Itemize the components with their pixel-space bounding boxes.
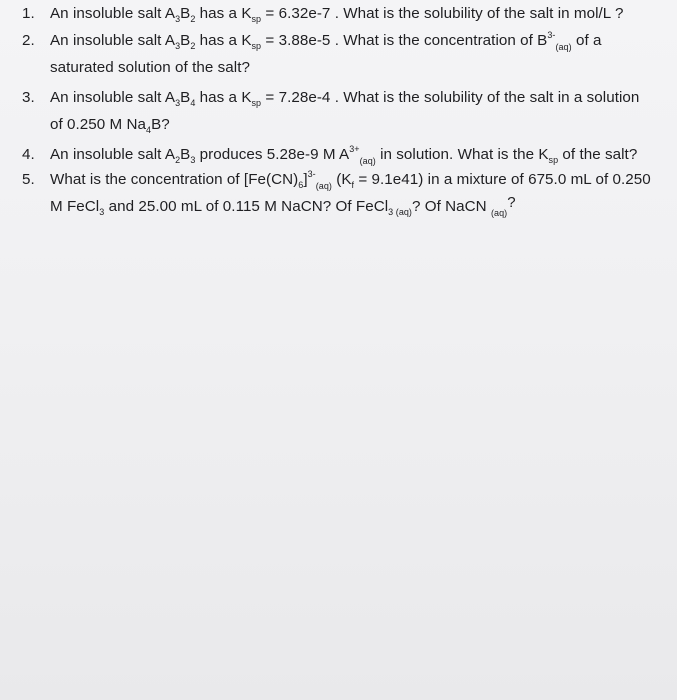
question-text: What is the concentration of $[Fe(CN)_6]^{3-}_{(aq)}$ $(K_f = 9.1e41)$ in a mixture of 675.0 mL of 0.250 M FeCl$_3$ and 25.00 mL of 0.115 M NaCN? Of FeCl$_{3 (aq)}$? Of NaCN $_{(aq)}$? xyxy=(50,169,651,218)
question-text: An insoluble salt $A_3B_2$ has a $K_{sp} = 6.32e-7$ . What is the solubility of the salt in mol/L ? xyxy=(50,5,624,24)
question-item xyxy=(22,86,662,137)
question-text: An insoluble salt $A_3B_4$ has a $K_{sp} = 7.28e-4$ . What is the solubility of the salt in a solution of 0.250 M $Na_4B$? xyxy=(50,89,640,135)
question-number: 2. xyxy=(22,32,35,49)
question-text: An insoluble salt $A_3B_2$ has a $K_{sp} = 3.88e-5$ . What is the concentration of $B^{3-}_{(aq)}$ of a saturated solution of the salt? xyxy=(50,30,602,76)
question-text: An insoluble salt $A_2B_3$ produces 5.28e-9 M $A^{3+}_{(aq)}$ in solution. What is the $K_{sp}$ of the salt? xyxy=(50,144,638,166)
question-number: 3. xyxy=(22,89,35,106)
question-number: 5. xyxy=(22,171,35,188)
question-number: 1. xyxy=(22,5,35,22)
question-item xyxy=(22,2,662,26)
question-item xyxy=(22,168,662,219)
question-item xyxy=(22,143,662,167)
question-item xyxy=(22,29,662,80)
question-number: 4. xyxy=(22,146,35,163)
question-list xyxy=(22,2,662,219)
